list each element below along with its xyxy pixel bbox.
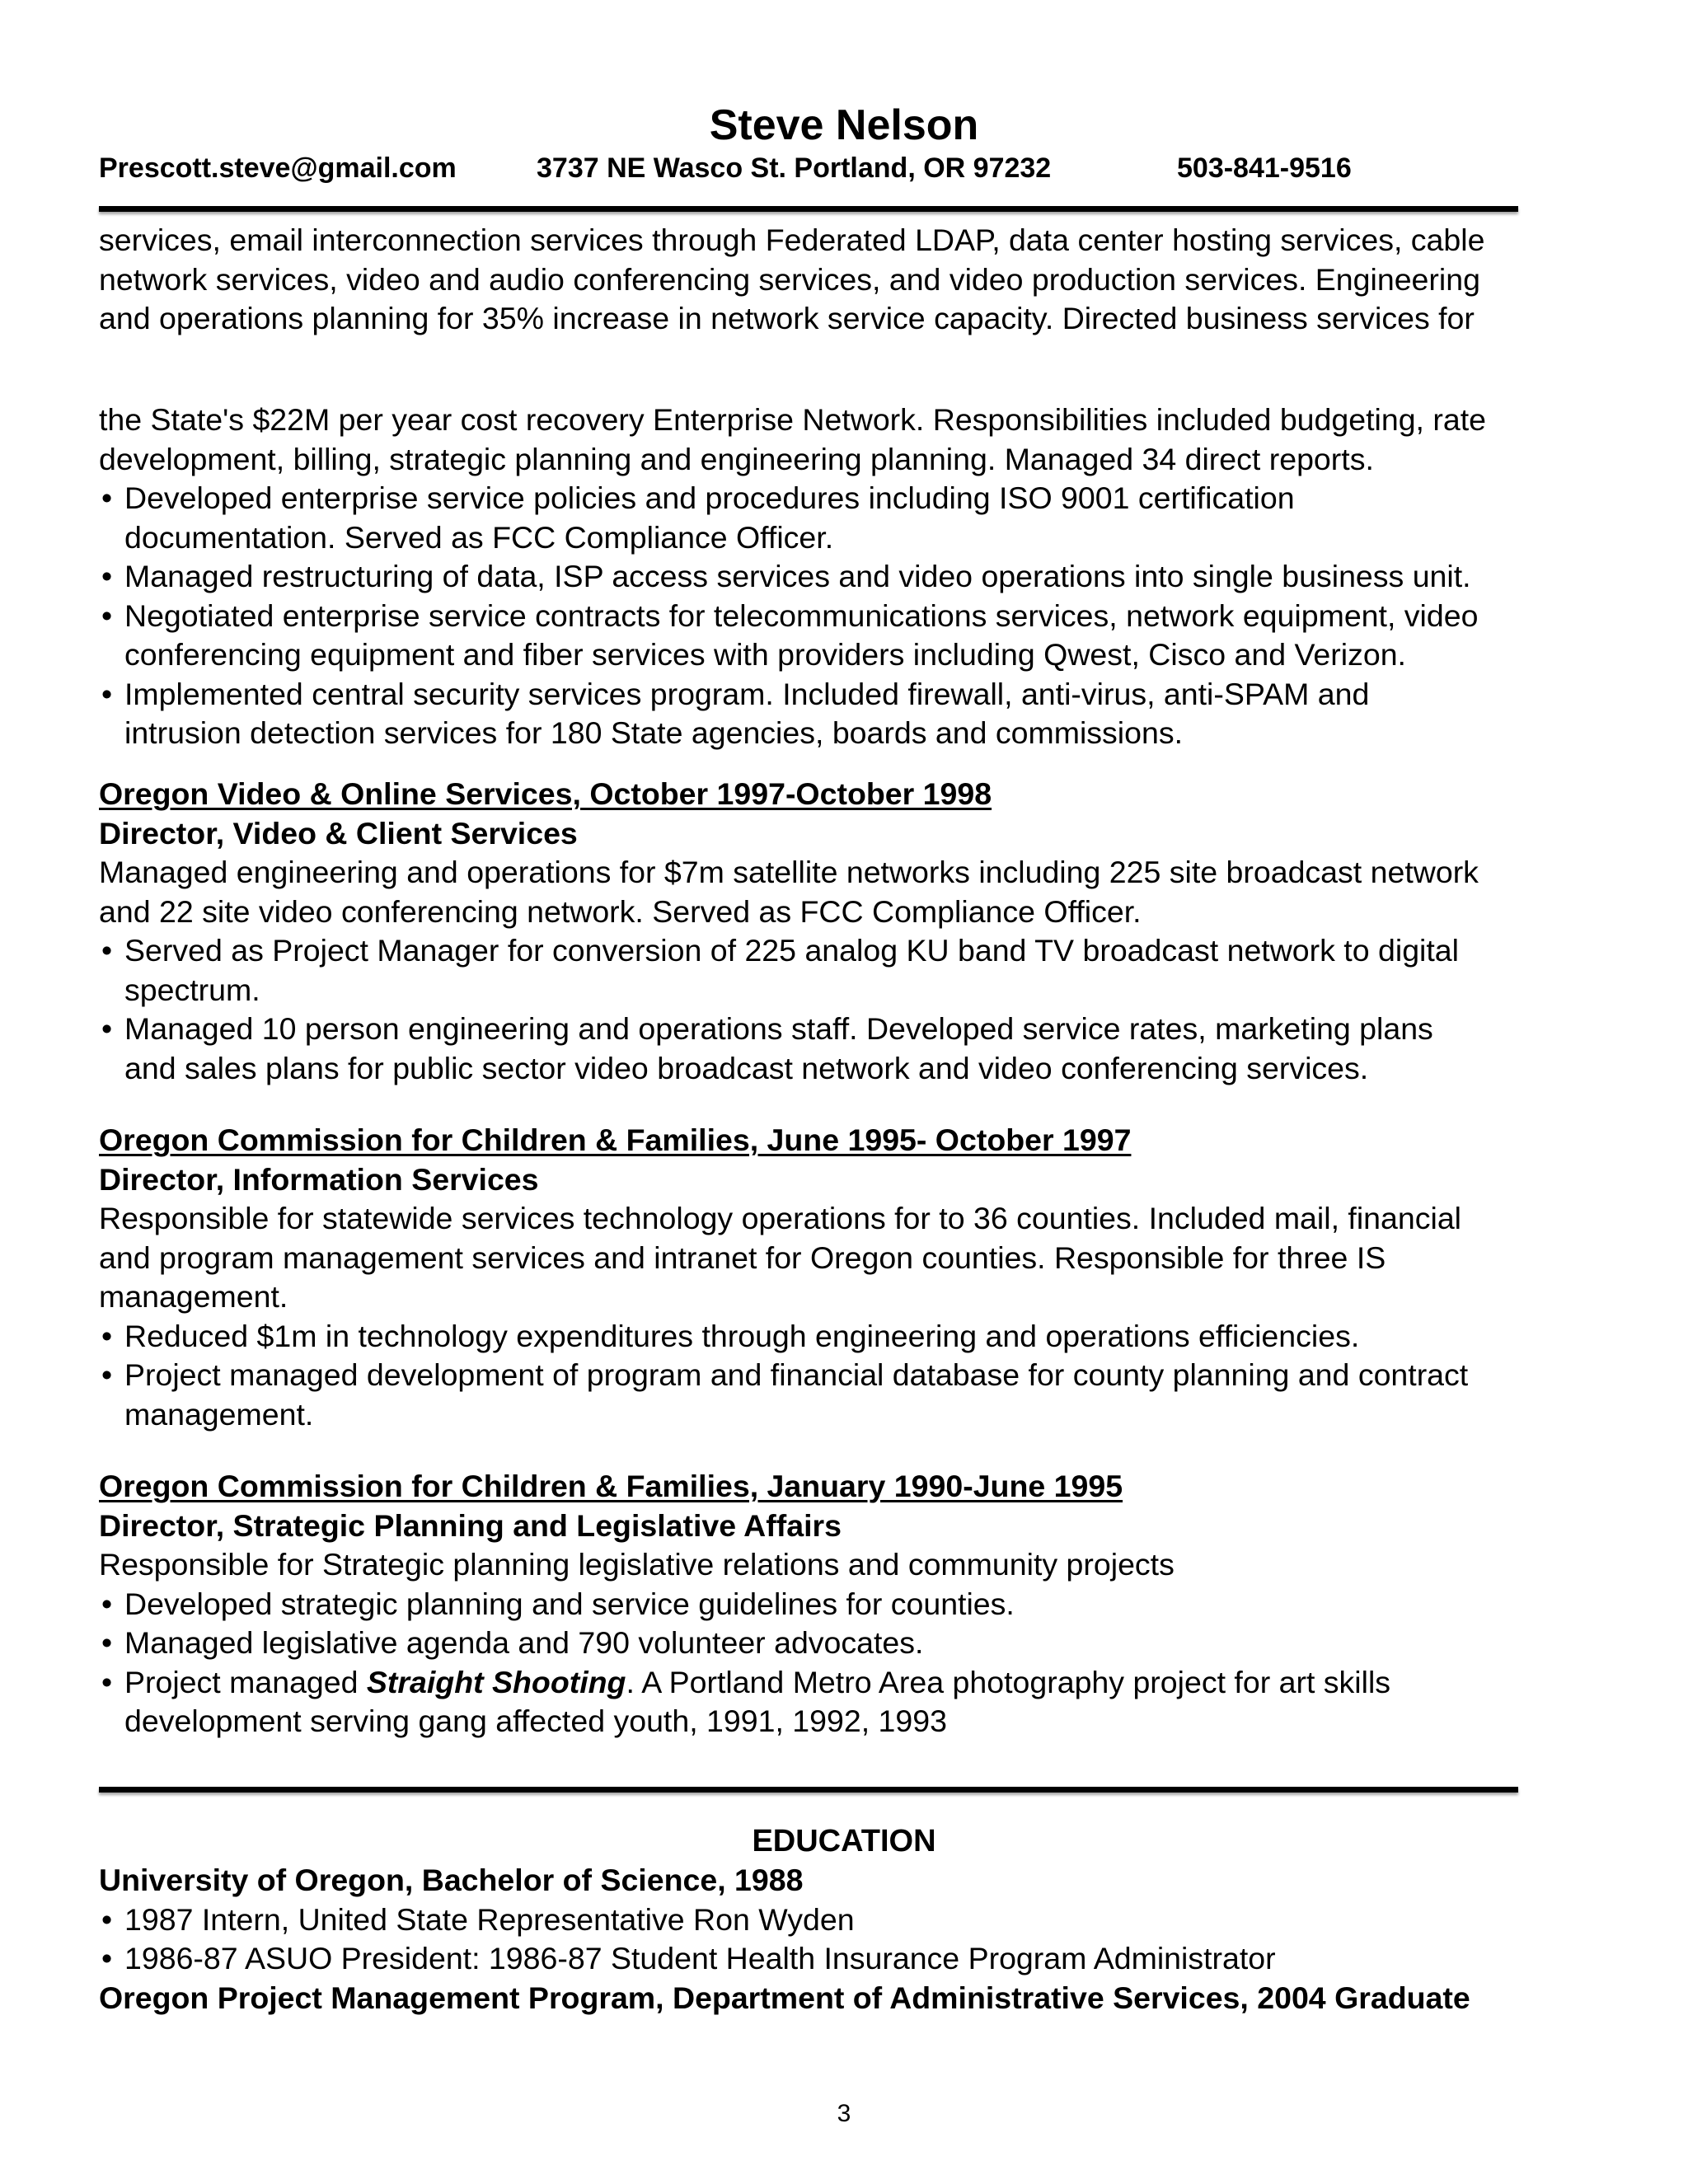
bullet-line: • Developed enterprise service policies and procedures including ISO 9001 certification bbox=[124, 480, 1295, 515]
bullet-item bbox=[99, 597, 1607, 675]
bullet-line: • Project managed development of program and financial database for county planning and contract bbox=[124, 1357, 1469, 1392]
job-ocff-information-services bbox=[99, 1121, 1607, 1434]
section-rule bbox=[99, 1787, 1518, 1793]
education-heading: EDUCATION bbox=[752, 1824, 936, 1858]
program: Oregon Project Management Program, Department of Administrative Services, 2004 Graduate bbox=[99, 1980, 1470, 2015]
header-name: Steve Nelson bbox=[709, 101, 979, 149]
job-title: Director, Information Services bbox=[99, 1161, 539, 1197]
continued-paragraph-top bbox=[99, 221, 1607, 339]
contact-phone: 503-841-9516 bbox=[1177, 152, 1352, 184]
contact-email: Prescott.steve@gmail.com bbox=[99, 152, 457, 184]
bullet-item bbox=[99, 1624, 1607, 1663]
bullet-line: development serving gang affected youth, 1991, 1992, 1993 bbox=[124, 1704, 947, 1738]
text-line: the State's $22M per year cost recovery Enterprise Network. Responsibilities included budgeting, rate bbox=[99, 402, 1487, 437]
bullet-line: • Managed restructuring of data, ISP access services and video operations into single business unit. bbox=[124, 559, 1471, 593]
bullet-line: and sales plans for public sector video broadcast network and video conferencing services. bbox=[124, 1050, 1369, 1085]
bullet-line: • Implemented central security services program. Included firewall, anti-virus, anti-SPAM and bbox=[124, 676, 1370, 711]
job-ocff-strategic-planning bbox=[99, 1467, 1607, 1741]
bullet-line: • 1986-87 ASUO President: 1986-87 Student Health Insurance Program Administrator bbox=[124, 1941, 1276, 1975]
bullet-text: . A Portland Metro Area photography project for art skills bbox=[626, 1664, 1391, 1699]
bullet-item bbox=[99, 1317, 1607, 1357]
bullet-item bbox=[99, 1585, 1607, 1624]
text-line: management. bbox=[99, 1279, 288, 1314]
bullet-line: spectrum. bbox=[124, 972, 260, 1007]
continued-section bbox=[99, 401, 1607, 753]
project-name-emphasis: Straight Shooting bbox=[366, 1664, 626, 1699]
degree: University of Oregon, Bachelor of Science, 1988 bbox=[99, 1863, 804, 1897]
employer-heading: Oregon Commission for Children & Families, January 1990-June 1995 bbox=[99, 1469, 1123, 1503]
bullet-item bbox=[99, 479, 1607, 557]
text-line: development, billing, strategic planning and engineering planning. Managed 34 direct reports. bbox=[99, 441, 1374, 476]
bullet-line: • Developed strategic planning and service guidelines for counties. bbox=[124, 1586, 1015, 1621]
bullet-text: Project managed bbox=[124, 1664, 367, 1699]
page-number: 3 bbox=[837, 2100, 851, 2127]
employer-heading: Oregon Video & Online Services, October 1997-October 1998 bbox=[99, 776, 992, 811]
text-line: and program management services and intranet for Oregon counties. Responsible for three IS bbox=[99, 1240, 1386, 1275]
education-section bbox=[99, 1861, 1607, 2018]
contact-address: 3737 NE Wasco St. Portland, OR 97232 bbox=[537, 152, 1052, 184]
bullet-item bbox=[99, 1939, 1607, 1979]
bullet-line: • Served as Project Manager for conversion of 225 analog KU band TV broadcast network to digital bbox=[124, 933, 1459, 968]
text-line: Responsible for Strategic planning legislative relations and community projects bbox=[99, 1547, 1175, 1582]
text-line: services, email interconnection services through Federated LDAP, data center hosting services, cable bbox=[99, 223, 1485, 257]
bullet-item bbox=[99, 931, 1607, 1010]
bullet-item bbox=[99, 1900, 1607, 1940]
text-line: and operations planning for 35% increase in network service capacity. Directed business services for bbox=[99, 301, 1475, 335]
bullet-line: management. bbox=[124, 1396, 314, 1432]
employer-heading: Oregon Commission for Children & Families, June 1995- October 1997 bbox=[99, 1122, 1132, 1157]
bullet-line bbox=[124, 1663, 1607, 1703]
header-rule bbox=[99, 206, 1518, 212]
bullet-item bbox=[99, 675, 1607, 753]
bullet-line: • 1987 Intern, United State Representative Ron Wyden bbox=[124, 1901, 855, 1937]
bullet-line: • Reduced $1m in technology expenditures through engineering and operations efficiencies. bbox=[124, 1318, 1360, 1353]
job-oregon-video bbox=[99, 775, 1607, 1088]
bullet-item bbox=[99, 1010, 1607, 1088]
bullet-line: • Managed legislative agenda and 790 volunteer advocates. bbox=[124, 1625, 924, 1660]
bullet-line: conferencing equipment and fiber services with providers including Qwest, Cisco and Verizon. bbox=[124, 637, 1406, 672]
bullet-line: documentation. Served as FCC Compliance Officer. bbox=[124, 519, 834, 555]
text-line: network services, video and audio conferencing services, and video production services. Engineering bbox=[99, 261, 1480, 297]
job-title: Director, Strategic Planning and Legislative Affairs bbox=[99, 1507, 842, 1543]
text-line: and 22 site video conferencing network. Served as FCC Compliance Officer. bbox=[99, 893, 1142, 929]
bullet-line: intrusion detection services for 180 State agencies, boards and commissions. bbox=[124, 715, 1184, 750]
bullet-line: • Managed 10 person engineering and operations staff. Developed service rates, marketing plans bbox=[124, 1011, 1433, 1046]
bullet-line: • Negotiated enterprise service contracts for telecommunications services, network equipment, video bbox=[124, 598, 1479, 633]
bullet-item bbox=[99, 557, 1607, 597]
job-title: Director, Video & Client Services bbox=[99, 815, 578, 851]
text-line: Managed engineering and operations for $7m satellite networks including 225 site broadcast network bbox=[99, 855, 1479, 889]
text-line: Responsible for statewide services technology operations for to 36 counties. Included mail, financial bbox=[99, 1201, 1462, 1235]
bullet-item bbox=[99, 1663, 1607, 1741]
bullet-item bbox=[99, 1356, 1607, 1434]
